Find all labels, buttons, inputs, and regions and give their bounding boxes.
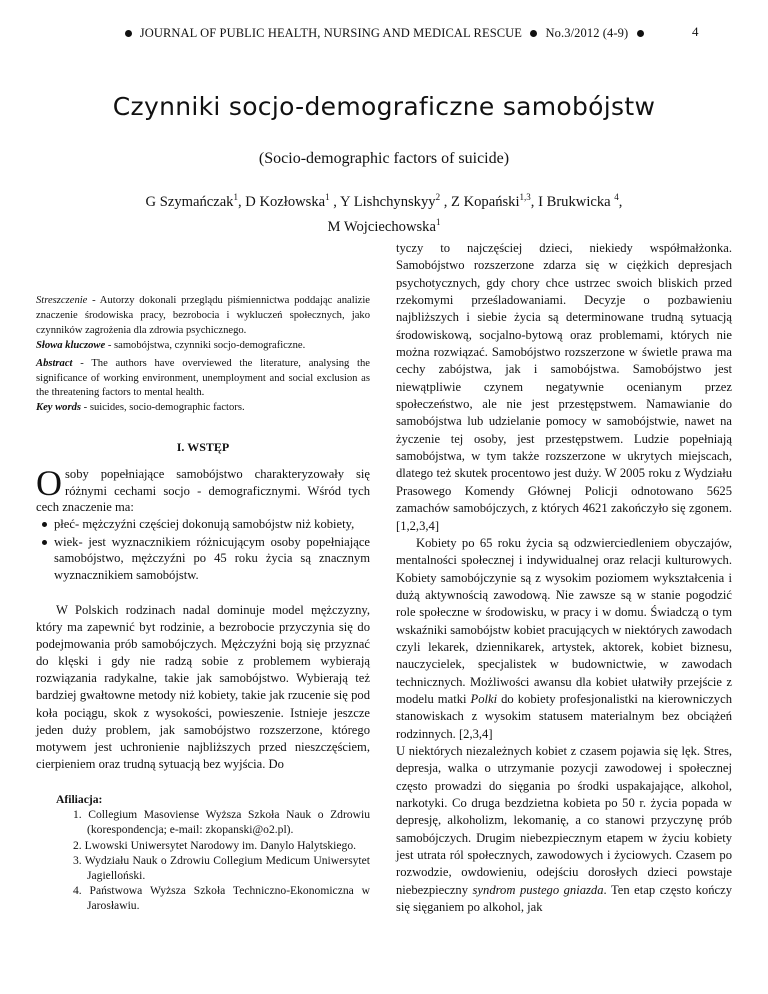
paper-subtitle: (Socio-demographic factors of suicide) — [258, 150, 510, 167]
issue-number: No.3/2012 (4-9) — [545, 26, 629, 40]
affil-mark: 4 — [614, 192, 619, 202]
affil-mark: 1,3 — [519, 192, 531, 202]
keywords-text: - samobójstwa, czynniki socjo-demograficzne. — [105, 340, 306, 351]
drop-cap: O — [36, 463, 62, 503]
list-item-text: wiek- jest wyznacznikiem różnicującym osoby popełniające samobójstwo, mężczyźni po 45 roku życia są znacznym wyznacznikiem samobójstw. — [54, 534, 370, 582]
abstract-text: - The authors have overviewed the literature, analysing the significance of working environment, unemployment and social exclusion as the threatening factors to mental health. — [36, 358, 370, 399]
paragraph-text: do kobiety profesjonalistki na kierowniczych stanowiskach z wysokim statusem materialnym bez obciążeń rodzinnych. [2,3,4] — [396, 691, 732, 741]
body-paragraph: W Polskich rodzinach nadal dominuje model mężczyzny, który ma zapewnić byt rodzinie, a bezrobocie przyczynia się do podejmowania prób samobójczych. Mężczyźni boją się przyznać do klęski i gdy nie radzą sobie z problemem wybierają rozwiązania radykalne, takie jak samobójstwo. Wybierają też bardziej gwałtowne metody niż kobiety, takie jak rzucenie się pod koła pociągu, skok z wysokości, powieszenie. Istnieje jeszcze jeden duży problem, jak samobójstwo rozszerzone, którego motywem jest uchronienie najbliższych przed nieszczęściem, cierpieniem oraz trudną sytuacją bez wyjścia. Do — [36, 603, 370, 771]
abstract-label: Abstract — [36, 358, 73, 369]
author-list — [60, 187, 708, 237]
abstract-label: Streszczenie — [36, 295, 88, 306]
author: , Z Kopański — [440, 193, 520, 210]
list-item — [40, 534, 370, 584]
body-paragraph: tyczy to najczęściej dzieci, niekiedy współmałżonka. Samobójstwo rozszerzone zdarza się w ciężkich depresjach psychotycznych, gdy chory chce ustrzec swoich bliskich przed rzekomymi prześladowaniami. Decyzje o pozbawieniu najbliższych i siebie życia są determinowane trudną sytuacją środowiskową, socjalno-bytową oraz problemami, których nie można rozwiązać. Samobójstwo rozszerzone w świetle prawa ma cechy zabójstwa, jak i samobójstwa. Samobójstwo jest niewątpliwie czynem negatywnie ocenianym przez społeczeństwo, ale nie jest przestępstwem. Namawianie do samobójstwa lub udzielanie pomocy w samobójstwie, nawet na życzenie tej osoby, jest przestępstwem. Ludzie popełniają samobójstwa, w tym także rozszerzone w ukrytych miejscach, dlatego też skutek procentowo jest duży. W 2005 roku z Wydziału Prasowego Komendy Głównej Policji odnotowano 5625 zamachów samobójczych, z których 4621 zakończyło się zgonem. [1,2,3,4] — [396, 241, 732, 533]
right-column — [396, 240, 732, 916]
italic-term: Polki — [470, 691, 498, 706]
intro-paragraph — [36, 463, 370, 516]
affil-mark: 1 — [435, 216, 441, 227]
author-separator: , — [618, 193, 623, 210]
keywords-text: - suicides, socio-demographic factors. — [81, 401, 245, 413]
affiliations-title: Afiliacja: — [56, 793, 103, 806]
body-paragraph — [396, 743, 732, 916]
abstract-english — [36, 357, 370, 415]
affil-mark: 1 — [325, 192, 330, 202]
affiliation-item: 3. Wydziału Nauk o Zdrowiu Collegium Medicum Uniwersytet Jagielloński. — [73, 853, 370, 883]
affiliation-item: 2. Lwowski Uniwersytet Narodowy im. Danylo Halytskiego. — [73, 838, 357, 852]
intro-text: soby popełniające samobójstwo charakteryzowały się różnymi cechami socjo - demograficznymi. Wśród tych cech znaczenie ma: — [36, 467, 370, 515]
author: M Wojciechowska — [327, 218, 436, 235]
author: G Szymańczak — [145, 193, 234, 210]
body-paragraph — [396, 535, 732, 743]
author: , I Brukwicka — [530, 193, 615, 210]
paragraph-text: Kobiety po 65 roku życia są odzwierciedleniem obyczajów, mentalności społecznej i indywidualnej oraz relacji kulturowych. Kobiety samobójczynie są z wysokim poziomem wykształcenia i dużą aktywnością zawodową. Nie zawsze są w stanie pogodzić role społeczne w środowisku, w pracy i w domu. Świadczą o tym wskaźniki samobójstw kobiet pracujących w niektórych zawodach czyli lekarek, dziennikarek, artystek, aktorek, kobiet biznesu, nauczycielek, specjalistek w budownictwie, w zawodach technicznych. Możliwości awansu dla kobiet ułatwiły przejście z modelu matki — [396, 535, 732, 706]
abstract-text: - Autorzy dokonali przeglądu piśmiennictwa poddając analizie znaczenie środowiska pracy, bezrobocia i wykluczeń społecznych, jako czynników zagrożenia dla zdrowia psychicznego. — [36, 295, 370, 336]
keywords-label: Słowa kluczowe — [36, 340, 106, 351]
affiliations — [56, 792, 370, 914]
abstract-polish — [36, 293, 370, 353]
affiliation-item: 4. Państwowa Wyższa Szkoła Techniczno-Ekonomiczna w Jarosławiu. — [73, 884, 370, 913]
section-heading: I. WSTĘP — [176, 440, 230, 454]
paper-title: Czynniki socjo-demograficzne samobójstw — [112, 92, 656, 121]
running-header — [0, 26, 768, 41]
affil-mark: 1 — [233, 192, 238, 202]
author: , Y Lishchynskyy — [329, 193, 436, 210]
affiliation-item: 1. Collegium Masoviense Wyższa Szkoła Nauk o Zdrowiu (korespondencja; e-mail: zkopanski@o2.pl). — [73, 808, 370, 837]
bullet-list — [40, 516, 370, 584]
italic-term: syndrom pustego gniazda — [472, 882, 604, 897]
paragraph-text: . Ten etap często kończy się sięganiem po alkohol, jak — [396, 882, 732, 915]
bullet-dot — [530, 30, 537, 37]
keywords-label: Key words — [36, 401, 82, 413]
bullet-dot — [125, 30, 132, 37]
bullet-icon — [42, 522, 47, 527]
journal-name: JOURNAL OF PUBLIC HEALTH, NURSING AND MEDICAL RESCUE — [139, 26, 523, 40]
list-item — [40, 516, 370, 533]
affil-mark: 2 — [435, 192, 441, 202]
page-number: 4 — [692, 24, 699, 39]
list-item-text: płeć- mężczyźni częściej dokonują samobójstw niż kobiety, — [54, 517, 355, 531]
paragraph-text: U niektórych niezależnych kobiet z czasem pojawia się lęk. Stres, depresja, walka o utrzymanie pozycji zawodowej i społecznej często prowadzi do sięgania po środki uspakajające, alkohol, narkotyki. Co druga bezdzietna kobieta po 50 r. życia popada w depresję, alkoholizm, lekomanię, a co stanowi przyczynę prób samobójczych. Drugim niebezpiecznym etapem w życiu kobiety jest utrata ról społecznych, zawodowych i życiowych. Czasem po rozwodzie, owdowieniu, odejściu dorosłych dzieci powstaje niebezpieczny — [396, 743, 732, 897]
bullet-dot — [637, 30, 644, 37]
author: , D Kozłowska — [237, 193, 326, 210]
bullet-icon — [42, 540, 47, 545]
